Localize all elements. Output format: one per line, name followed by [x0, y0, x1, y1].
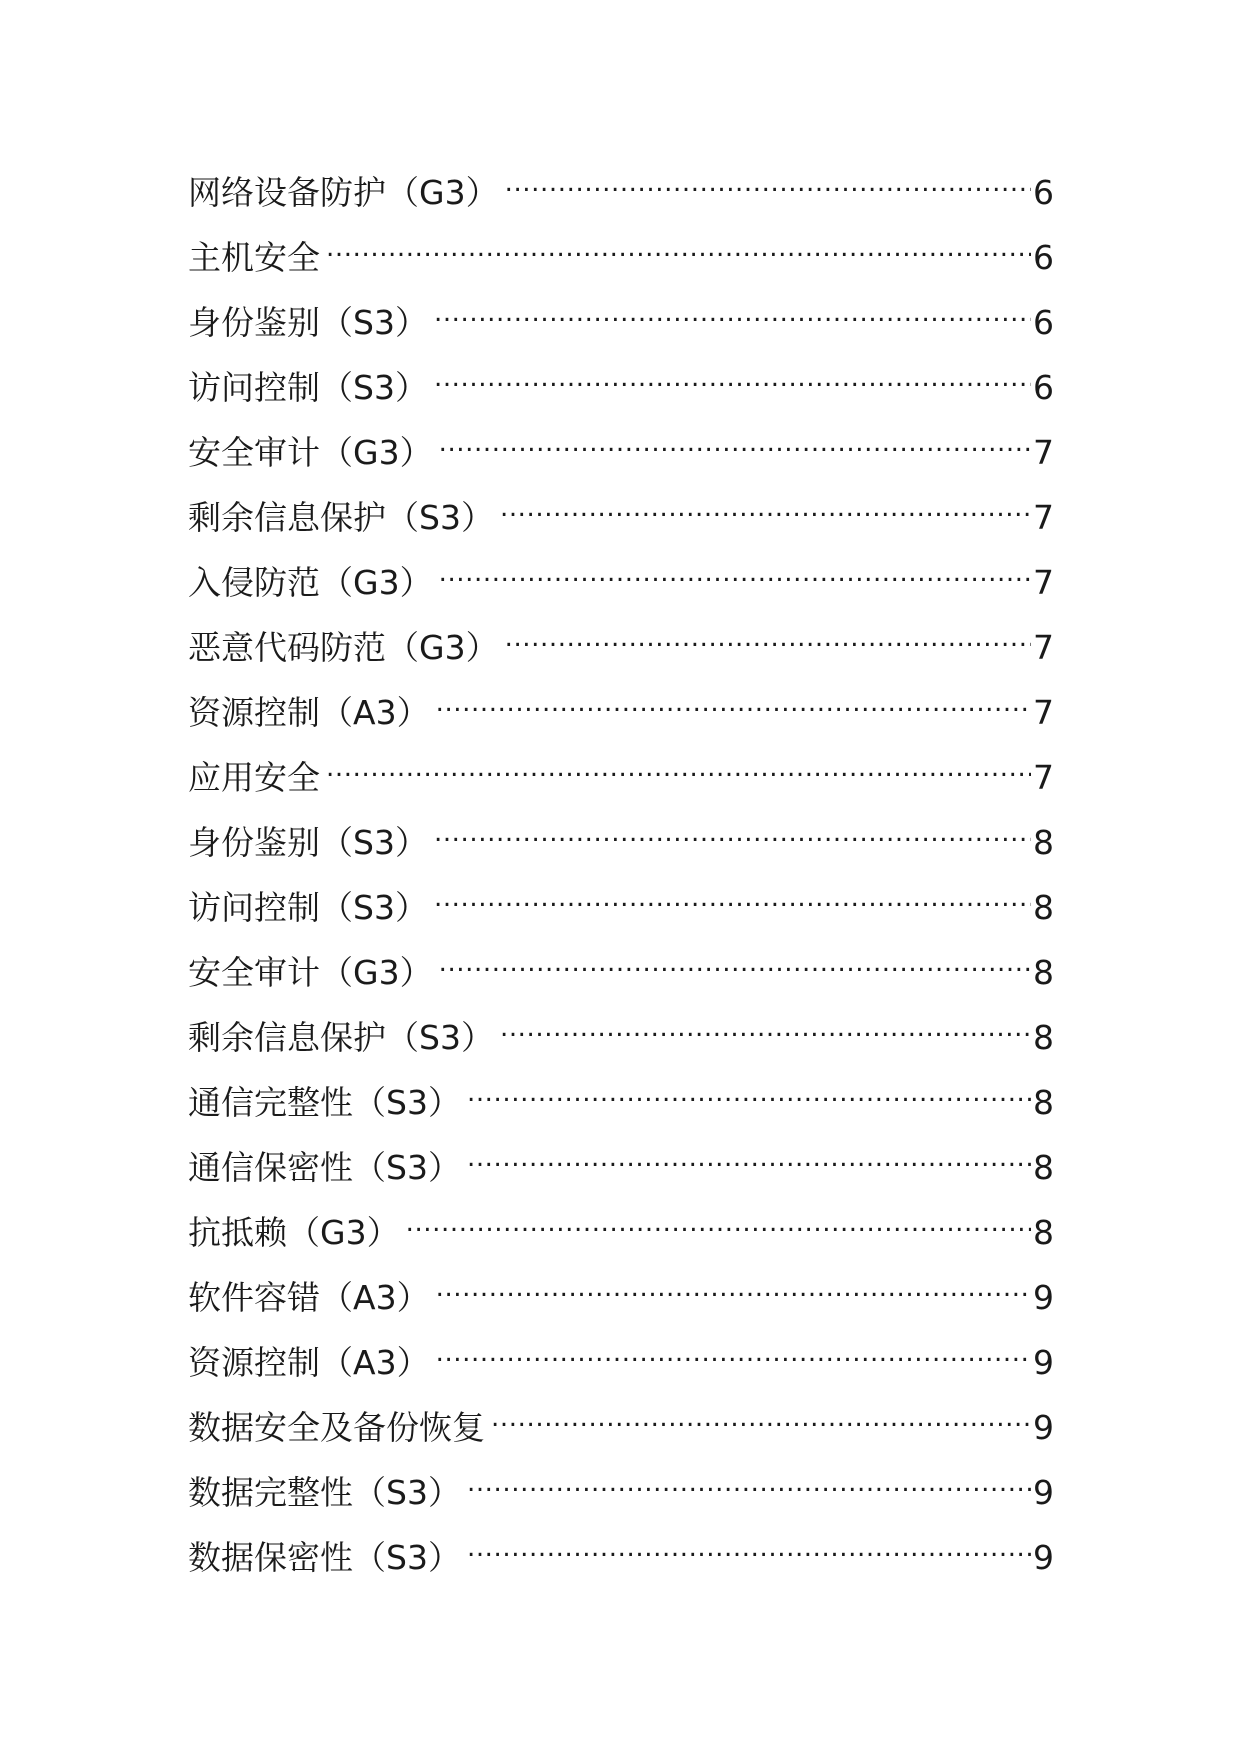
toc-entry[interactable]	[188, 875, 1054, 940]
toc-entry-title: 安全审计（G3）	[188, 953, 433, 992]
toc-entry-title: 访问控制（S3）	[188, 888, 428, 927]
toc-dot-leader	[500, 485, 1031, 529]
toc-entry-title: 抗抵赖（G3）	[188, 1213, 400, 1252]
toc-entry-page: 7	[1033, 758, 1054, 797]
toc-entry-page: 9	[1033, 1538, 1054, 1577]
toc-entry-title: 数据完整性（S3）	[188, 1473, 461, 1512]
toc-entry-page: 8	[1033, 1083, 1054, 1122]
toc-entry[interactable]	[188, 940, 1054, 1005]
toc-entry-title: 网络设备防护（G3）	[188, 173, 499, 212]
toc-entry[interactable]	[188, 420, 1054, 485]
toc-entry-title: 资源控制（A3）	[188, 693, 430, 732]
toc-dot-leader	[436, 680, 1031, 724]
toc-entry-title: 恶意代码防范（G3）	[188, 628, 499, 667]
toc-entry-title: 入侵防范（G3）	[188, 563, 433, 602]
toc-entry-page: 6	[1033, 238, 1054, 277]
toc-entry-title: 剩余信息保护（S3）	[188, 1018, 494, 1057]
toc-entry-title: 数据保密性（S3）	[188, 1538, 461, 1577]
toc-entry-page: 8	[1033, 823, 1054, 862]
toc-entry-title: 剩余信息保护（S3）	[188, 498, 494, 537]
toc-entry-page: 8	[1033, 1018, 1054, 1057]
toc-entry[interactable]	[188, 680, 1054, 745]
toc-entry-title: 通信完整性（S3）	[188, 1083, 461, 1122]
toc-entry[interactable]	[188, 485, 1054, 550]
toc-entry[interactable]	[188, 1330, 1054, 1395]
toc-entry[interactable]	[188, 290, 1054, 355]
toc-dot-leader	[436, 1265, 1031, 1309]
toc-dot-leader	[467, 1070, 1031, 1114]
toc-entry-page: 8	[1033, 1213, 1054, 1252]
toc-dot-leader	[434, 290, 1031, 334]
toc-entry[interactable]	[188, 225, 1054, 290]
toc-entry-page: 7	[1033, 693, 1054, 732]
toc-dot-leader	[505, 160, 1031, 204]
toc-entry[interactable]	[188, 1070, 1054, 1135]
toc-entry[interactable]	[188, 1005, 1054, 1070]
toc-dot-leader	[467, 1525, 1031, 1569]
toc-dot-leader	[439, 940, 1031, 984]
toc-entry-page: 8	[1033, 888, 1054, 927]
toc-dot-leader	[434, 875, 1031, 919]
toc-entry-title: 访问控制（S3）	[188, 368, 428, 407]
toc-dot-leader	[491, 1395, 1031, 1439]
toc-entry-title: 资源控制（A3）	[188, 1343, 430, 1382]
toc-dot-leader	[467, 1135, 1031, 1179]
toc-entry-page: 6	[1033, 368, 1054, 407]
toc-dot-leader	[434, 810, 1031, 854]
toc-entry[interactable]	[188, 1395, 1054, 1460]
toc-entry[interactable]	[188, 1135, 1054, 1200]
toc-entry-title: 应用安全	[188, 758, 320, 797]
toc-entry[interactable]	[188, 1525, 1054, 1590]
toc-dot-leader	[406, 1200, 1031, 1244]
toc-entry[interactable]	[188, 745, 1054, 810]
toc-entry[interactable]	[188, 160, 1054, 225]
toc-dot-leader	[326, 745, 1031, 789]
toc-entry-title: 身份鉴别（S3）	[188, 823, 428, 862]
toc-dot-leader	[326, 225, 1031, 269]
toc-entry-title: 身份鉴别（S3）	[188, 303, 428, 342]
toc-entry-title: 安全审计（G3）	[188, 433, 433, 472]
toc-entry-title: 数据安全及备份恢复	[188, 1408, 485, 1447]
toc-entry-title: 软件容错（A3）	[188, 1278, 430, 1317]
toc-entry[interactable]	[188, 1265, 1054, 1330]
toc-entry-page: 7	[1033, 628, 1054, 667]
toc-entry-page: 7	[1033, 433, 1054, 472]
toc-entry-page: 8	[1033, 953, 1054, 992]
toc-dot-leader	[439, 420, 1031, 464]
toc-entry-page: 9	[1033, 1278, 1054, 1317]
toc-entry-title: 主机安全	[188, 238, 320, 277]
toc-entry[interactable]	[188, 810, 1054, 875]
toc-entry[interactable]	[188, 1200, 1054, 1265]
toc-entry-page: 7	[1033, 563, 1054, 602]
toc-dot-leader	[436, 1330, 1031, 1374]
table-of-contents	[188, 160, 1054, 1590]
toc-dot-leader	[505, 615, 1031, 659]
toc-entry-title: 通信保密性（S3）	[188, 1148, 461, 1187]
toc-dot-leader	[434, 355, 1031, 399]
toc-entry[interactable]	[188, 355, 1054, 420]
toc-entry-page: 7	[1033, 498, 1054, 537]
toc-entry[interactable]	[188, 550, 1054, 615]
toc-entry-page: 9	[1033, 1473, 1054, 1512]
toc-entry-page: 6	[1033, 303, 1054, 342]
toc-entry-page: 8	[1033, 1148, 1054, 1187]
toc-entry-page: 9	[1033, 1343, 1054, 1382]
toc-entry-page: 6	[1033, 173, 1054, 212]
toc-entry[interactable]	[188, 1460, 1054, 1525]
toc-entry-page: 9	[1033, 1408, 1054, 1447]
toc-entry[interactable]	[188, 615, 1054, 680]
toc-dot-leader	[500, 1005, 1031, 1049]
toc-dot-leader	[439, 550, 1031, 594]
toc-dot-leader	[467, 1460, 1031, 1504]
